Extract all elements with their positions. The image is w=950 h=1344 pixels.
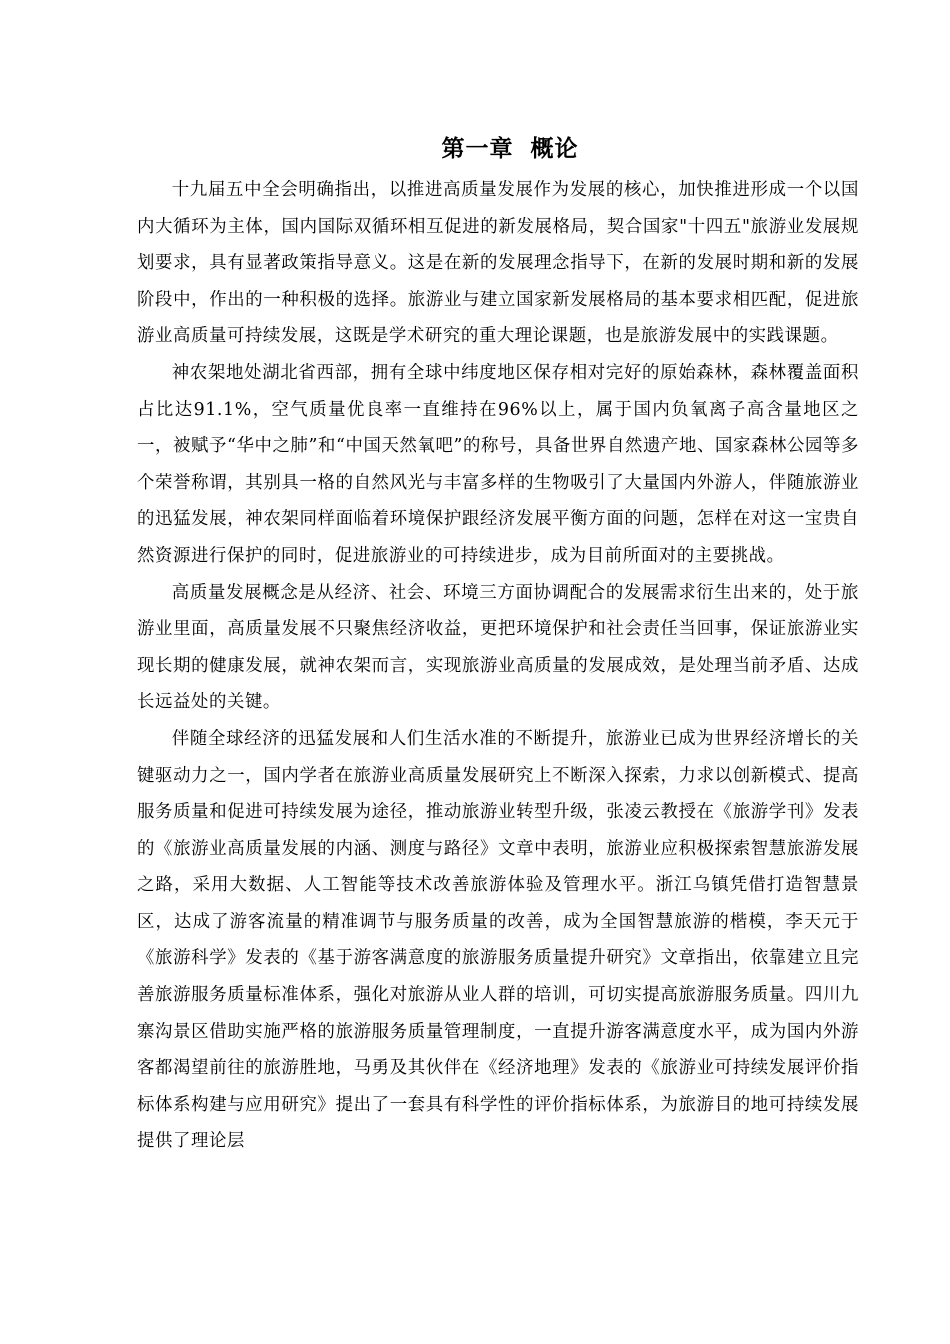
paragraph-1: 十九届五中全会明确指出，以推进高质量发展作为发展的核心，加快推进形成一个以国内大循环为主体，国内国际双循环相互促进的新发展格局，契合国家"十四五"旅游业发展规划要求，具有显著政策指导意义。这是在新的发展理念指导下，在新的发展时期和新的发展阶段中，作出的一种积极的选择。旅游业与建立国家新发展格局的基本要求相匹配，促进旅游业高质量可持续发展，这既是学术研究的重大理论课题，也是旅游发展中的实践课题。	[137, 180, 859, 347]
paragraph-2: 神农架地处湖北省西部，拥有全球中纬度地区保存相对完好的原始森林，森林覆盖面积占比达91.1%，空气质量优良率一直维持在96%以上，属于国内负氧离子高含量地区之一，被赋予“华中之肺”和“中国天然氧吧”的称号，具备世界自然遗产地、国家森林公园等多个荣誉称谓，其别具一格的自然风光与丰富多样的生物吸引了大量国内外游人，伴随旅游业的迅猛发展，神农架同样面临着环境保护跟经济发展平衡方面的问题，怎样在对这一宝贵自然资源进行保护的同时，促进旅游业的可持续进步，成为目前所面对的主要挑战。	[137, 362, 859, 566]
paragraph-3: 高质量发展概念是从经济、社会、环境三方面协调配合的发展需求衍生出来的，处于旅游业里面，高质量发展不只聚焦经济收益，更把环境保护和社会责任当回事，保证旅游业实现长期的健康发展，就神农架而言，实现旅游业高质量的发展成效，是处理当前矛盾、达成长远益处的关键。	[137, 582, 859, 713]
paragraph-4: 伴随全球经济的迅猛发展和人们生活水准的不断提升，旅游业已成为世界经济增长的关键驱动力之一，国内学者在旅游业高质量发展研究上不断深入探索，力求以创新模式、提高服务质量和促进可持续发展为途径，推动旅游业转型升级，张凌云教授在《旅游学刊》发表的《旅游业高质量发展的内涵、测度与路径》文章中表明，旅游业应积极探索智慧旅游发展之路，采用大数据、人工智能等技术改善旅游体验及管理水平。浙江乌镇凭借打造智慧景区，达成了游客流量的精准调节与服务质量的改善，成为全国智慧旅游的楷模，李天元于《旅游科学》发表的《基于游客满意度的旅游服务质量提升研究》文章指出，依靠建立且完善旅游服务质量标准体系，强化对旅游从业人群的培训，可切实提高旅游服务质量。四川九寨沟景区借助实施严格的旅游服务质量管理制度，一直提升游客满意度水平，成为国内外游客都渴望前往的旅游胜地，马勇及其伙伴在《经济地理》发表的《旅游业可持续发展评价指标体系构建与应用研究》提出了一套具有科学性的评价指标体系，为旅游目的地可持续发展提供了理论层	[137, 728, 859, 1152]
body-text	[137, 172, 859, 1160]
chapter-title: 第一章 概论	[441, 136, 579, 163]
